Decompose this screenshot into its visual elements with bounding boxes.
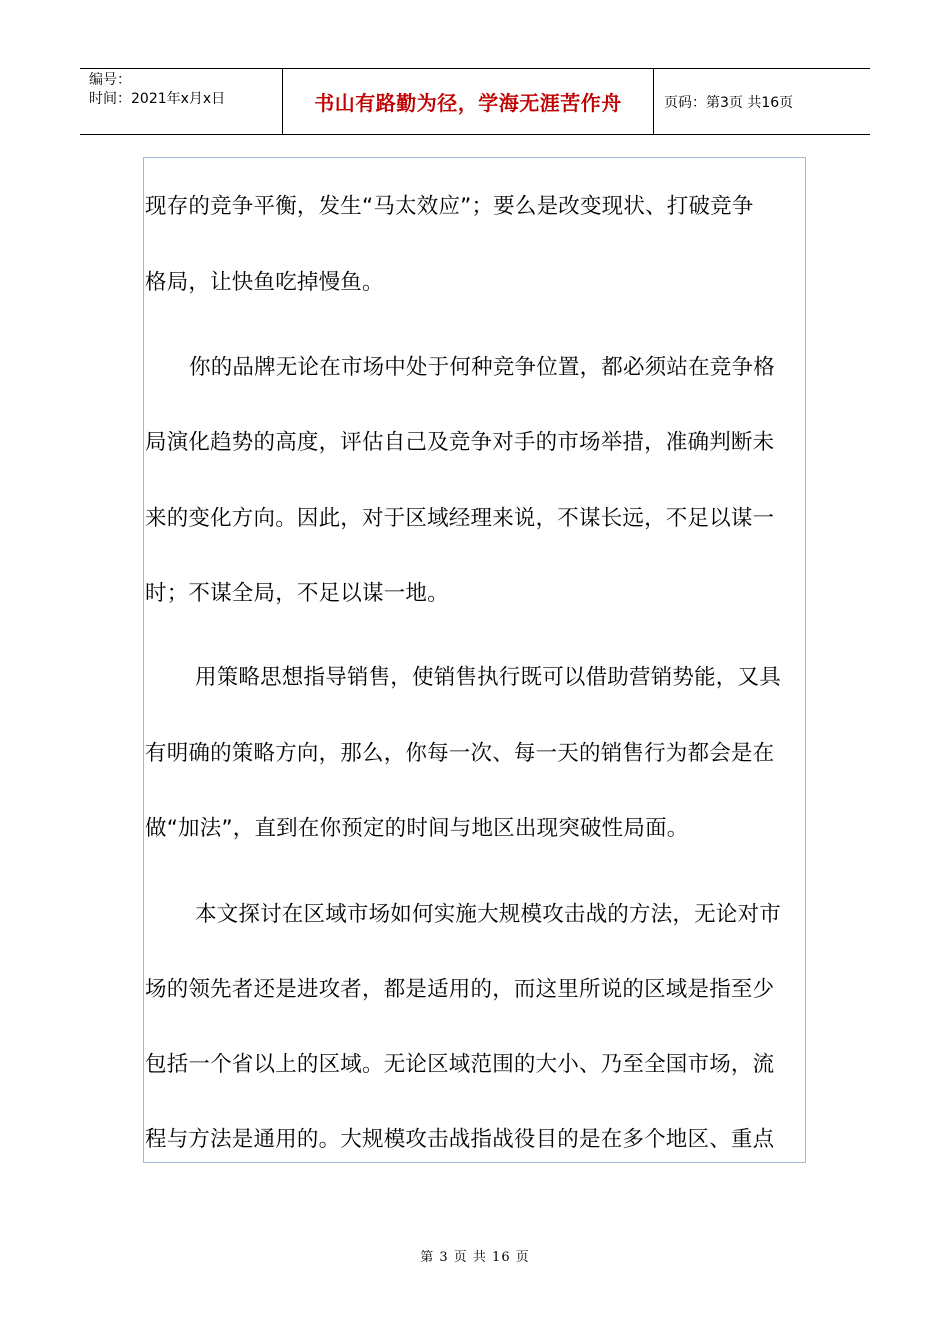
document-header [80,68,870,135]
time-label: 时间：2021年x月x日 [89,91,226,107]
content-frame [143,157,806,1163]
paragraph-start-line: 本文探讨在区域市场如何实施大规模攻击战的方法，无论对市 [195,902,781,927]
header-page-info: 页码：第3页 共16页 [664,94,794,111]
page-footer: 第 3 页 共 16 页 [420,1250,530,1265]
header-motto: 书山有路勤为径，学海无涯苦作舟 [282,69,654,134]
header-meta [80,69,282,134]
text-line: 时；不谋全局，不足以谋一地。 [145,581,449,606]
paragraph-start-line: 用策略思想指导销售，使销售执行既可以借助营销势能，又具 [195,665,781,690]
paragraph-start-line: 你的品牌无论在市场中处于何种竞争位置，都必须站在竞争格 [189,355,775,380]
number-label: 编号： [89,72,131,88]
text-line: 有明确的策略方向，那么，你每一次、每一天的销售行为都会是在 [145,741,775,766]
text-line: 包括一个省以上的区域。无论区域范围的大小、乃至全国市场，流 [145,1052,775,1077]
text-line: 场的领先者还是进攻者，都是适用的，而这里所说的区域是指至少 [145,977,775,1002]
text-line: 现存的竞争平衡，发生“马太效应”；要么是改变现状、打破竞争 [145,194,754,219]
text-line: 做“加法”，直到在你预定的时间与地区出现突破性局面。 [145,816,689,841]
text-line: 程与方法是通用的。大规模攻击战指战役目的是在多个地区、重点 [145,1127,775,1152]
text-line: 局演化趋势的高度，评估自己及竞争对手的市场举措，准确判断未 [145,430,775,455]
text-line: 来的变化方向。因此，对于区域经理来说，不谋长远，不足以谋一 [145,506,775,531]
text-line: 格局，让快鱼吃掉慢鱼。 [145,270,384,295]
